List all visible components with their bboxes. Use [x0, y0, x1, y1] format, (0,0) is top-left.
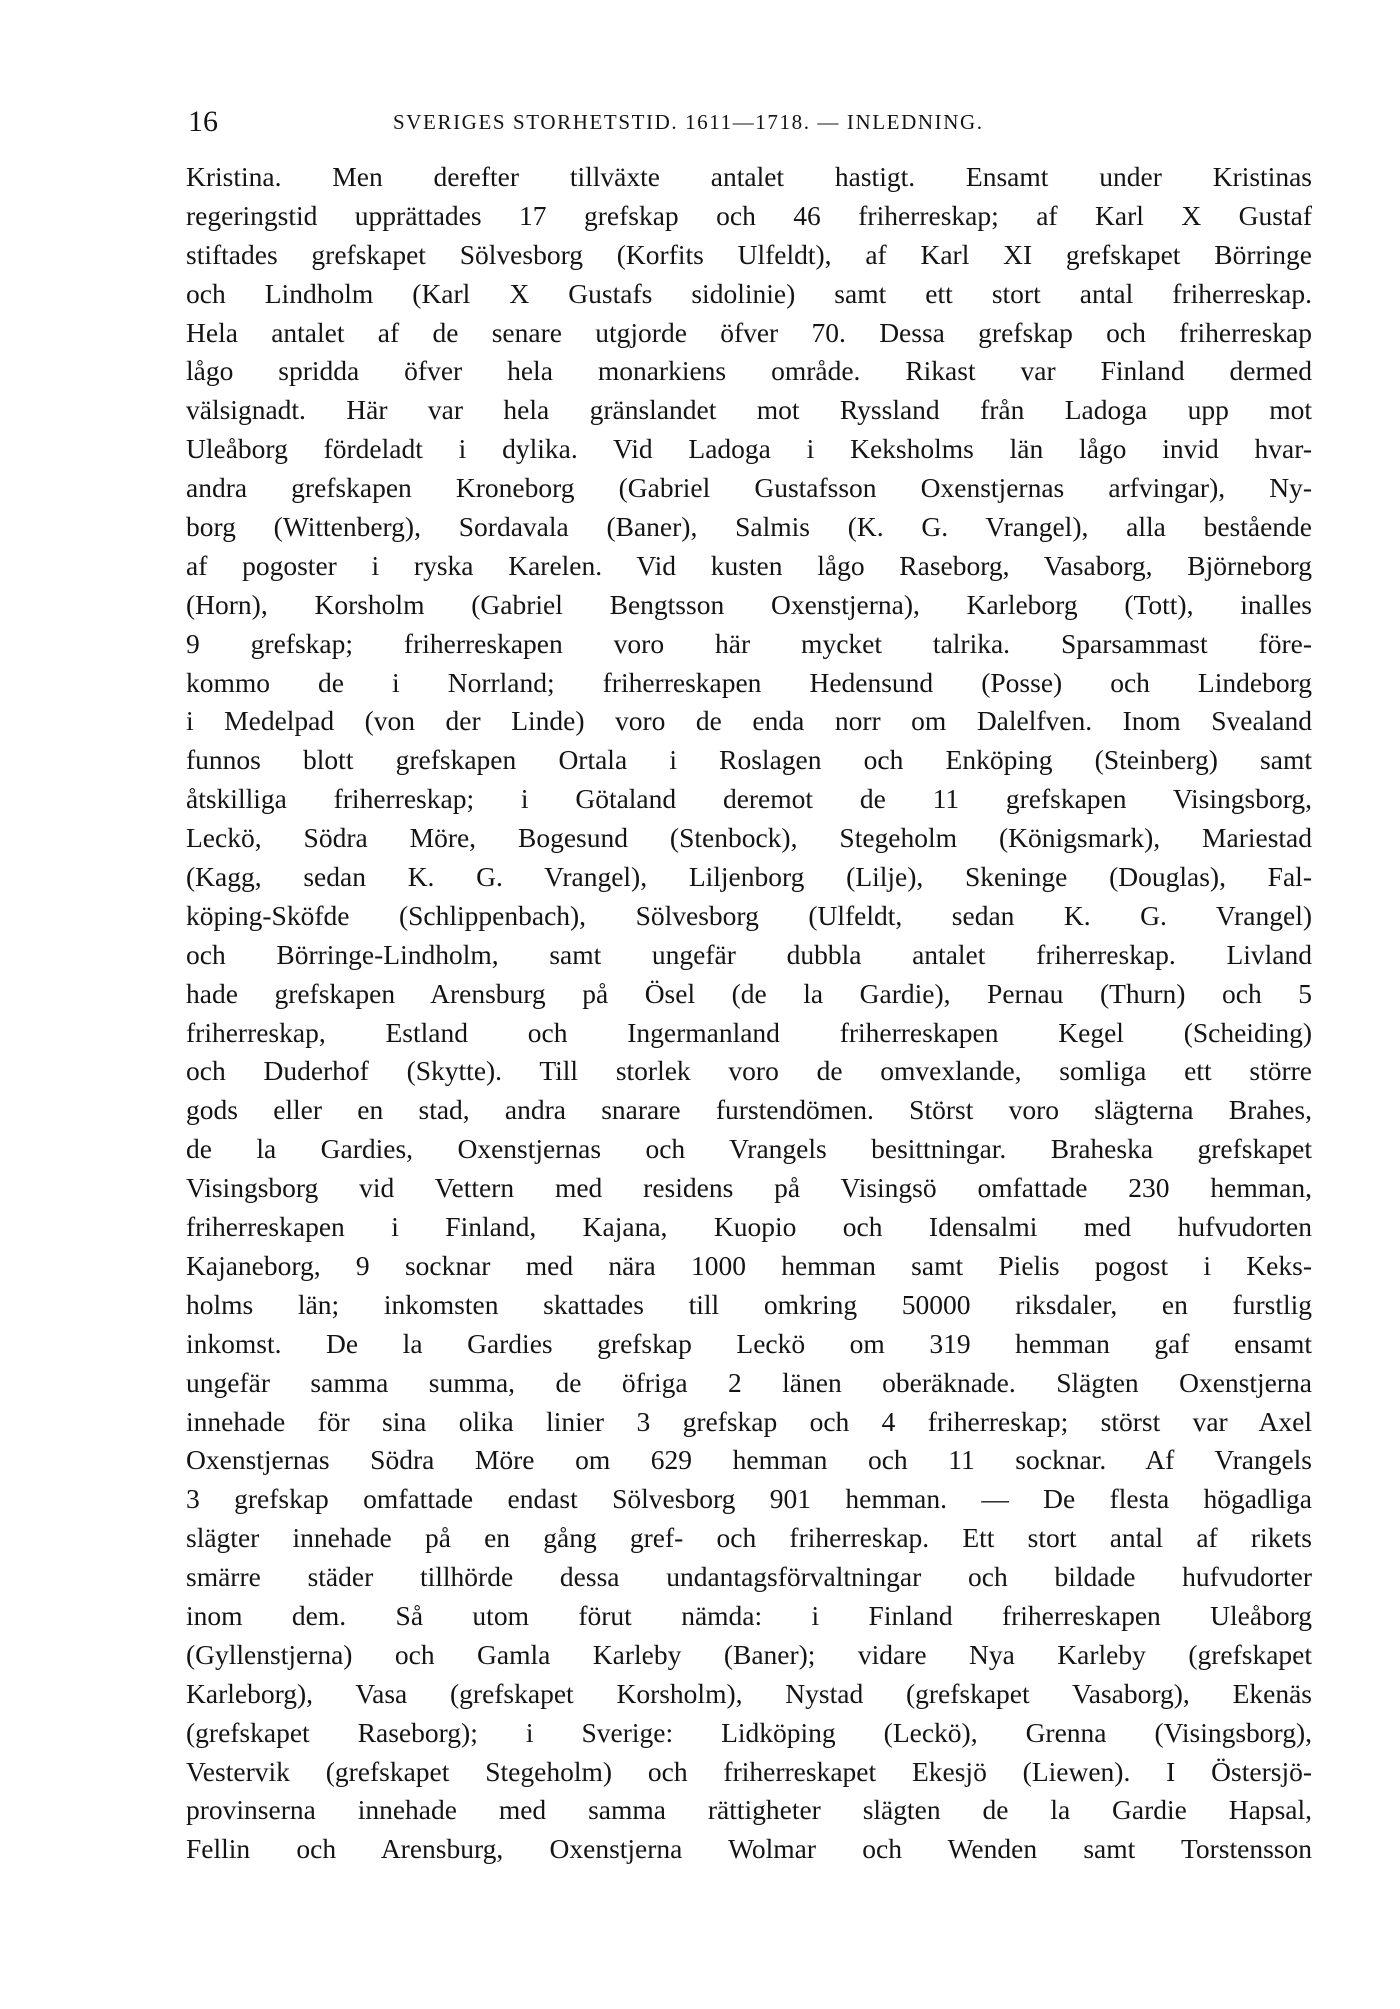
- text-line: lågo spridda öfver hela monarkiens område. Rikast var Finland dermed: [186, 355, 1312, 387]
- text-line: [186, 1869, 1312, 1908]
- text-line: friherreskapen i Finland, Kajana, Kuopio och Idensalmi med hufvudorten: [186, 1211, 1312, 1243]
- text-line: stiftades grefskapet Sölvesborg (Korfits Ulfeldt), af Karl XI grefskapet Börringe: [186, 238, 1312, 270]
- text-line: Visingsborg vid Vettern med residens på Visingsö omfattade 230 hemman,: [186, 1172, 1312, 1204]
- text-line: kommo de i Norrland; friherreskapen Hedensund (Posse) och Lindeborg: [186, 666, 1312, 698]
- text-line: de la Gardies, Oxenstjernas och Vrangels besittningar. Braheska grefskapet: [186, 1133, 1312, 1165]
- text-line: 3 grefskap omfattade endast Sölvesborg 901 hemman. — De flesta högadliga: [186, 1483, 1312, 1515]
- text-line: Fellin och Arensburg, Oxenstjerna Wolmar och Wenden samt Torstensson: [186, 1833, 1312, 1865]
- text-line: Uleåborg fördeladt i dylika. Vid Ladoga i Keksholms län lågo invid hvar-: [186, 433, 1312, 465]
- running-header: [188, 104, 1310, 140]
- text-line: friherreskap, Estland och Ingermanland friherreskapen Kegel (Scheiding): [186, 1016, 1312, 1048]
- text-line: och Duderhof (Skytte). Till storlek voro de omvexlande, somliga ett större: [186, 1055, 1312, 1087]
- text-line: slägter innehade på en gång gref- och friherreskap. Ett stort antal af rikets: [186, 1522, 1312, 1554]
- text-line: 9 grefskap; friherreskapen voro här mycket talrika. Sparsammast före-: [186, 627, 1312, 659]
- text-line: smärre städer tillhörde dessa undantagsförvaltningar och bildade hufvudorter: [186, 1561, 1312, 1593]
- text-line: (Horn), Korsholm (Gabriel Bengtsson Oxenstjerna), Karleborg (Tott), inalles: [186, 588, 1312, 620]
- text-line: köping-Sköfde (Schlippenbach), Sölvesborg (Ulfeldt, sedan K. G. Vrangel): [186, 899, 1312, 931]
- text-line: hade grefskapen Arensburg på Ösel (de la Gardie), Pernau (Thurn) och 5: [186, 977, 1312, 1009]
- text-line: Vestervik (grefskapet Stegeholm) och friherreskapet Ekesjö (Liewen). I Östersjö-: [186, 1755, 1312, 1787]
- text-line: gods eller en stad, andra snarare furstendömen. Störst voro slägterna Brahes,: [186, 1094, 1312, 1126]
- running-title: SVERIGES STORHETSTID. 1611—1718. — INLEDNING.: [393, 110, 984, 134]
- text-line: Leckö, Södra Möre, Bogesund (Stenbock), Stegeholm (Königsmark), Mariestad: [186, 822, 1312, 854]
- text-line: (Kagg, sedan K. G. Vrangel), Liljenborg (Lilje), Skeninge (Douglas), Fal-: [186, 861, 1312, 893]
- text-line: af pogoster i ryska Karelen. Vid kusten lågo Raseborg, Vasaborg, Björneborg: [186, 549, 1312, 581]
- text-line: inkomst. De la Gardies grefskap Leckö om 319 hemman gaf ensamt: [186, 1327, 1312, 1359]
- text-line: åtskilliga friherreskap; i Götaland deremot de 11 grefskapen Visingsborg,: [186, 783, 1312, 815]
- text-line: ungefär samma summa, de öfriga 2 länen oberäknade. Slägten Oxenstjerna: [186, 1366, 1312, 1398]
- page-number: 16: [188, 105, 218, 138]
- text-line: Kristina. Men derefter tillväxte antalet hastigt. Ensamt under Kristinas: [186, 161, 1312, 192]
- text-line: Oxenstjernas Södra Möre om 629 hemman och 11 socknar. Af Vrangels: [186, 1444, 1312, 1476]
- text-line: och Lindholm (Karl X Gustafs sidolinie) samt ett stort antal friherreskap.: [186, 277, 1312, 309]
- text-line: funnos blott grefskapen Ortala i Roslagen och Enköping (Steinberg) samt: [186, 744, 1312, 776]
- text-line: Karleborg), Vasa (grefskapet Korsholm), Nystad (grefskapet Vasaborg), Ekenäs: [186, 1677, 1312, 1709]
- text-line: inom dem. Så utom förut nämda: i Finland friherreskapen Uleåborg: [186, 1599, 1312, 1631]
- text-line: regeringstid upprättades 17 grefskap och 46 friherreskap; af Karl X Gustaf: [186, 199, 1312, 231]
- text-line: borg (Wittenberg), Sordavala (Baner), Salmis (K. G. Vrangel), alla bestående: [186, 511, 1312, 543]
- text-line: provinserna innehade med samma rättigheter slägten de la Gardie Hapsal,: [186, 1794, 1312, 1826]
- text-line: Kajaneborg, 9 socknar med nära 1000 hemman samt Pielis pogost i Keks-: [186, 1249, 1312, 1281]
- text-line: välsignadt. Här var hela gränslandet mot Ryssland från Ladoga upp mot: [186, 394, 1312, 426]
- text-line: och Börringe-Lindholm, samt ungefär dubbla antalet friherreskap. Livland: [186, 938, 1312, 970]
- text-line: andra grefskapen Kroneborg (Gabriel Gustafsson Oxenstjernas arfvingar), Ny-: [186, 472, 1312, 504]
- body-text: [186, 158, 1312, 1908]
- text-line: (Gyllenstjerna) och Gamla Karleby (Baner); vidare Nya Karleby (grefskapet: [186, 1638, 1312, 1670]
- text-line: (grefskapet Raseborg); i Sverige: Lidköping (Leckö), Grenna (Visingsborg),: [186, 1716, 1312, 1748]
- text-line: i Medelpad (von der Linde) voro de enda norr om Dalelfven. Inom Svealand: [186, 705, 1312, 737]
- text-line: Hela antalet af de senare utgjorde öfver 70. Dessa grefskap och friherreskap: [186, 316, 1312, 348]
- text-line: innehade för sina olika linier 3 grefskap och 4 friherreskap; störst var Axel: [186, 1405, 1312, 1437]
- text-line: holms län; inkomsten skattades till omkring 50000 riksdaler, en furstlig: [186, 1288, 1312, 1320]
